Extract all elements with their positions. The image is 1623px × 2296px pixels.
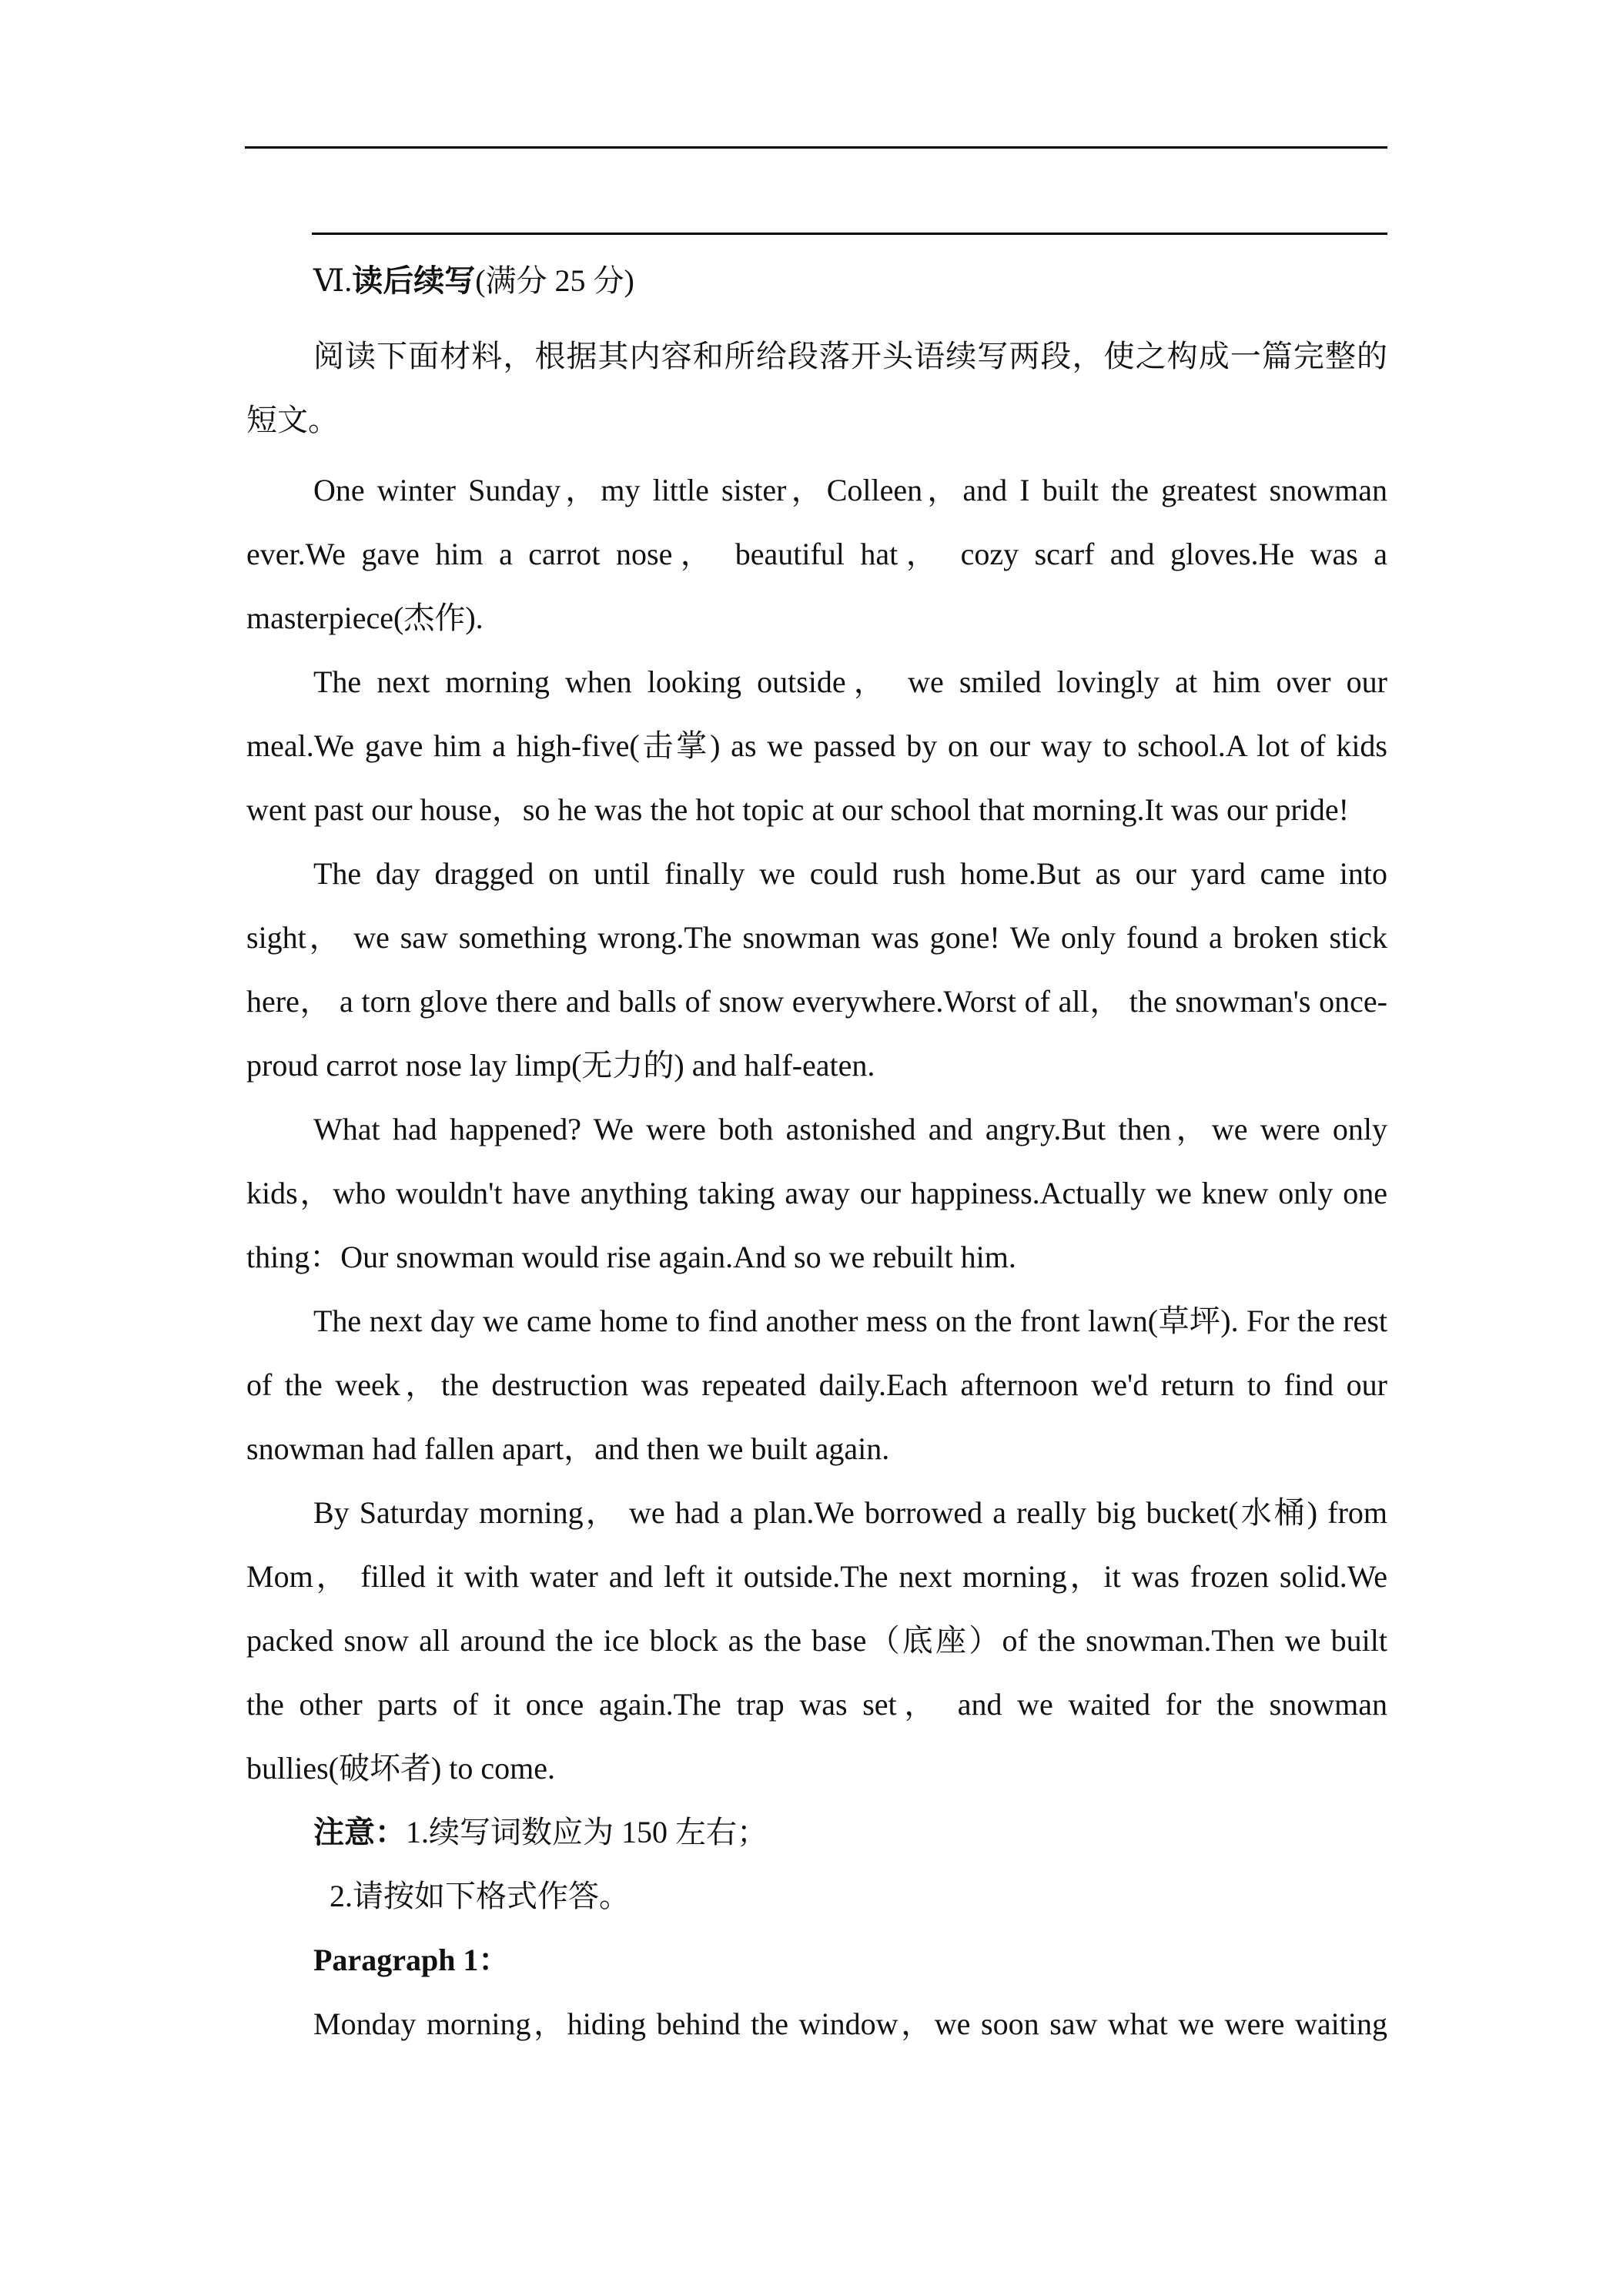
section-title: 读后续写 [352, 263, 476, 298]
story-paragraph-2: The next morning when looking outside， we smiled lovingly at him over our meal.We gave him a high-five(击掌) as we passed by on our way to school.A lot of kids went past our house，so he was the hot topic at our school that morning.It was our pride! [246, 664, 1387, 827]
note-item-2: 2.请按如下格式作答。 [330, 1879, 630, 1913]
story-paragraph-1: One winter Sunday，my little sister，Colleen，and I built the greatest snowman ever.We gave him a carrot nose， beautiful hat， cozy scarf and gloves.He was a masterpiece(杰作). [246, 473, 1387, 635]
story-paragraph-6: By Saturday morning， we had a plan.We borrowed a really big bucket(水桶) from Mom， filled it with water and left it outside.The next morning，it was frozen solid.We packed snow all around the ice block as the base（底座）of the snowman.Then we built the other parts of it once again.The trap was set， and we waited for the snowman bullies(破坏者) to come. [246, 1495, 1387, 1786]
note-item-1: 1.续写词数应为 150 左右； [406, 1815, 768, 1849]
answer-line-2 [312, 233, 1387, 235]
paragraph-1-opening: Monday morning，hiding behind the window，we soon saw what we were waiting [313, 2006, 1387, 2041]
document-content [246, 258, 1387, 2056]
story-paragraph-4: What had happened? We were both astonished and angry.But then，we were only kids，who wouldn't have anything taking away our happiness.Actually we knew only one thing：Our snowman would rise again.And so we rebuilt him. [246, 1112, 1387, 1274]
section-score: (满分 25 分) [475, 263, 634, 298]
section-heading [246, 258, 1387, 304]
story-paragraph-3: The day dragged on until finally we could rush home.But as our yard came into sight， we saw something wrong.The snowman was gone! We only found a broken stick here， a torn glove there and balls of snow everywhere.Worst of all， the snowman's once-proud carrot nose lay limp(无力的) and half-eaten. [246, 856, 1387, 1083]
note-label: 注意： [313, 1815, 406, 1849]
section-number: Ⅵ. [313, 263, 353, 298]
note-line-1 [246, 1800, 1387, 1864]
answer-line-1 [245, 146, 1387, 149]
instruction-text: 阅读下面材料，根据其内容和所给段落开头语续写两段，使之构成一篇完整的短文。 [246, 339, 1387, 437]
paragraph-1-label: Paragraph 1： [313, 1943, 510, 1977]
story-paragraph-5: The next day we came home to find another mess on the front lawn(草坪). For the rest of the week，the destruction was repeated daily.Each afternoon we'd return to find our snowman had fallen apart，and then we built again. [246, 1304, 1387, 1466]
